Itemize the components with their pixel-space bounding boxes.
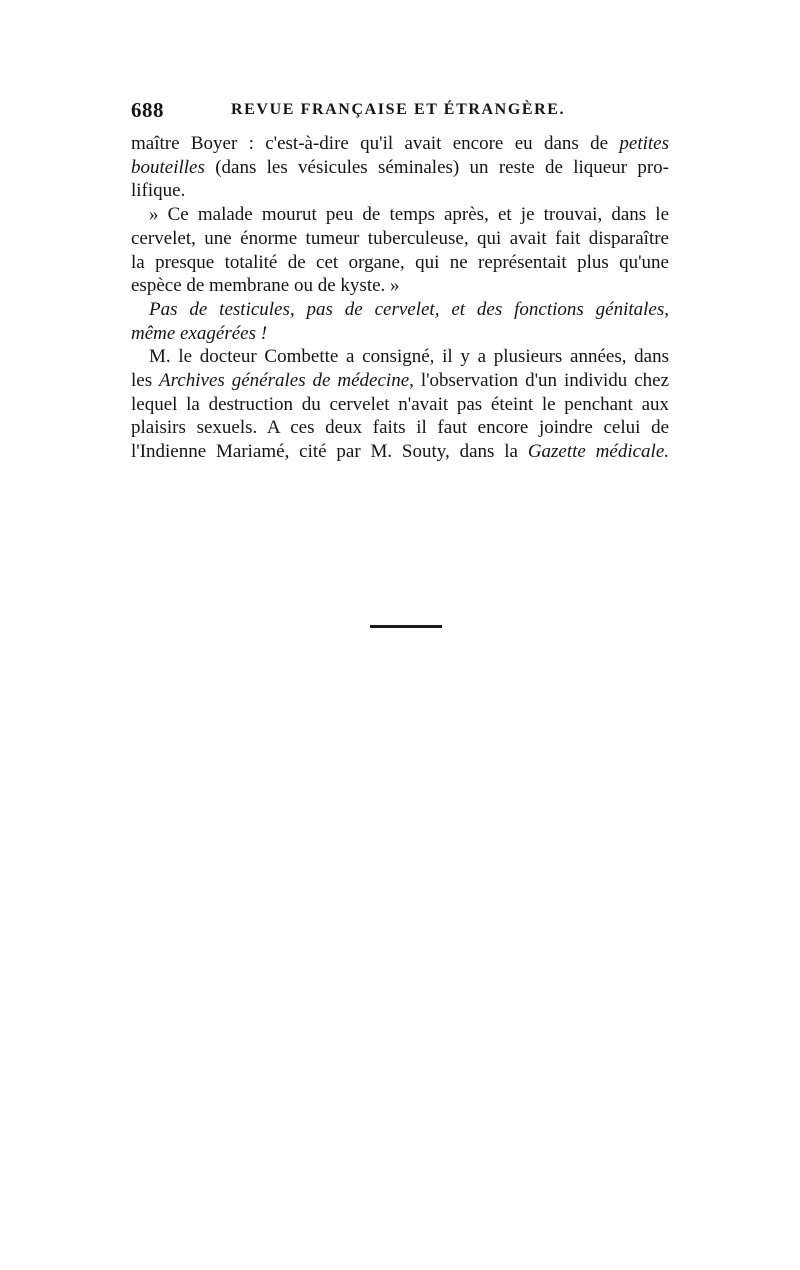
text-run: , l'observation d'un individu chez bbox=[409, 370, 670, 392]
italic-run: petites bbox=[619, 133, 669, 154]
journal-title: REVUE FRANÇAISE ET ÉTRANGÈRE. bbox=[231, 101, 566, 118]
text-line: cervelet, une énorme tumeur tuberculeuse, qui avait fait disparaître bbox=[131, 227, 669, 249]
italic-run: Archives générales de médecine bbox=[159, 370, 410, 392]
italic-run: bouteilles bbox=[131, 156, 205, 178]
page-number: 688 bbox=[131, 98, 164, 122]
section-end-rule bbox=[370, 625, 442, 628]
text-line: espèce de membrane ou de kyste. » bbox=[131, 275, 400, 297]
text-line: lequel la destruction du cervelet n'avait pas éteint le penchant aux bbox=[131, 393, 669, 415]
text-line bbox=[131, 369, 669, 393]
text-run: l'Indienne Mariamé, cité par M. Souty, dans la bbox=[131, 441, 528, 463]
text-run: les bbox=[131, 370, 160, 392]
paragraph-continuation bbox=[131, 132, 669, 203]
text-line: Pas de testicules, pas de cervelet, et des fonctions génitales, bbox=[149, 298, 669, 320]
text-line bbox=[131, 156, 669, 180]
text-line: la presque totalité de cet organe, qui ne représentait plus qu'une bbox=[131, 251, 669, 273]
text-line: » Ce malade mourut peu de temps après, et je trouvai, dans le bbox=[149, 204, 669, 226]
text-run: (dans les vésicules séminales) un reste de liqueur pro- bbox=[204, 156, 669, 178]
paragraph-observation bbox=[131, 345, 669, 464]
text-line bbox=[131, 132, 669, 156]
text-line: lifique. bbox=[131, 180, 186, 202]
body-text bbox=[131, 132, 669, 464]
text-line: même exagérées ! bbox=[131, 322, 268, 344]
running-header bbox=[131, 98, 671, 128]
paragraph-quote bbox=[131, 203, 669, 298]
text-line bbox=[131, 440, 669, 464]
text-line: plaisirs sexuels. A ces deux faits il faut encore joindre celui de bbox=[131, 417, 669, 439]
paragraph-italic-remark bbox=[131, 298, 669, 345]
text-line: M. le docteur Combette a consigné, il y a plusieurs années, dans bbox=[149, 346, 669, 368]
italic-run: Gazette médicale. bbox=[527, 441, 670, 463]
text-run: maître Boyer : c'est-à-dire qu'il avait encore eu dans de bbox=[131, 133, 620, 154]
